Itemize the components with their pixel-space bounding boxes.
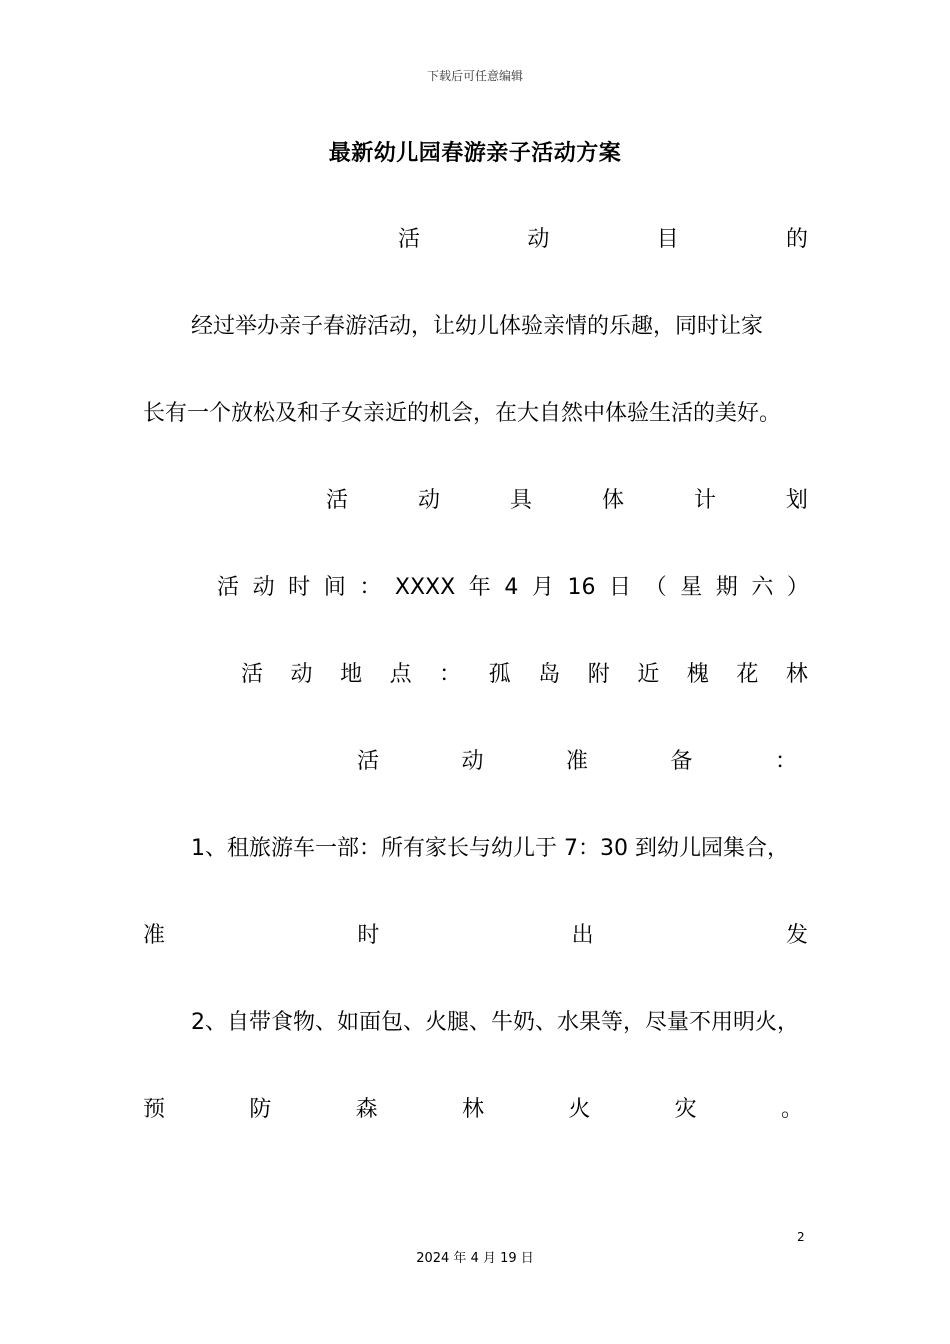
purpose-heading-char: 的 xyxy=(785,227,808,252)
purpose-heading xyxy=(398,225,808,255)
item1-char: 出 xyxy=(571,923,594,948)
item2-char: 林 xyxy=(461,1097,484,1122)
activity-place-line xyxy=(241,660,808,690)
time-token: 16 xyxy=(567,575,596,600)
time-token: 间 xyxy=(323,575,346,600)
place-token: 槐 xyxy=(686,662,709,687)
place-token: 活 xyxy=(241,662,264,687)
footer-date: 2024 年 4 月 19 日 xyxy=(416,1251,534,1266)
prep-heading-char: 活 xyxy=(357,749,380,774)
plan-heading-char: 计 xyxy=(693,488,716,513)
item2-char: 预 xyxy=(143,1097,166,1122)
item1-char: 时 xyxy=(357,923,380,948)
item2-char: 防 xyxy=(249,1097,272,1122)
prep-heading-char: 备 xyxy=(670,749,693,774)
time-token: ） xyxy=(786,575,809,600)
page-number: 2 xyxy=(797,1230,805,1244)
prep-item-2-line-1: 2、自带食物、如面包、火腿、牛奶、水果等，尽量不用明火， xyxy=(191,1010,799,1035)
place-token: 孤 xyxy=(488,662,511,687)
prep-heading-char: ： xyxy=(774,749,797,774)
place-token: 岛 xyxy=(538,662,561,687)
prep-heading-char: 动 xyxy=(461,749,484,774)
item1-char: 准 xyxy=(143,923,166,948)
place-token: 林 xyxy=(785,662,808,687)
purpose-heading-char: 活 xyxy=(398,227,421,252)
item2-char: 森 xyxy=(355,1097,378,1122)
plan-heading-char: 体 xyxy=(601,488,624,513)
time-token: 月 xyxy=(531,575,554,600)
time-token: 活 xyxy=(217,575,240,600)
place-token: 动 xyxy=(290,662,313,687)
item2-char: 。 xyxy=(780,1097,803,1122)
plan-heading-char: 动 xyxy=(417,488,440,513)
time-token: 4 xyxy=(504,575,519,600)
purpose-paragraph-line-2: 长有一个放松及和子女亲近的机会，在大自然中体验生活的美好。 xyxy=(143,401,782,426)
place-token: 地 xyxy=(340,662,363,687)
time-token: 动 xyxy=(252,575,275,600)
prep-heading xyxy=(357,747,797,777)
prep-item-1-line-1: 1、租旅游车一部：所有家长与幼儿于 7：30 到幼儿园集合， xyxy=(191,836,789,861)
prep-heading-char: 准 xyxy=(565,749,588,774)
time-token: ： xyxy=(359,575,382,600)
purpose-paragraph-line-1: 经过举办亲子春游活动，让幼儿体验亲情的乐趣，同时让家 xyxy=(191,314,764,339)
place-token: ： xyxy=(439,662,462,687)
time-token: 日 xyxy=(609,575,632,600)
item2-char: 灾 xyxy=(674,1097,697,1122)
prep-item-2-line-2 xyxy=(143,1095,803,1125)
time-token: 时 xyxy=(288,575,311,600)
plan-heading xyxy=(326,486,808,516)
time-token: 六 xyxy=(751,575,774,600)
time-token: 期 xyxy=(715,575,738,600)
time-token: （ xyxy=(644,575,667,600)
place-token: 附 xyxy=(587,662,610,687)
page-header: 下载后可任意编辑 xyxy=(426,69,523,83)
plan-heading-char: 划 xyxy=(785,488,808,513)
item1-char: 发 xyxy=(785,923,808,948)
item2-char: 火 xyxy=(568,1097,591,1122)
place-token: 近 xyxy=(637,662,660,687)
plan-heading-char: 具 xyxy=(509,488,532,513)
place-token: 点 xyxy=(389,662,412,687)
time-token: 年 xyxy=(468,575,491,600)
plan-heading-char: 活 xyxy=(326,488,349,513)
prep-item-1-line-2 xyxy=(143,921,808,951)
time-token: 星 xyxy=(680,575,703,600)
purpose-heading-char: 动 xyxy=(527,227,550,252)
document-title: 最新幼儿园春游亲子活动方案 xyxy=(328,141,622,166)
time-token: XXXX xyxy=(394,575,456,600)
activity-time-line xyxy=(217,573,809,603)
place-token: 花 xyxy=(736,662,759,687)
purpose-heading-char: 目 xyxy=(656,227,679,252)
